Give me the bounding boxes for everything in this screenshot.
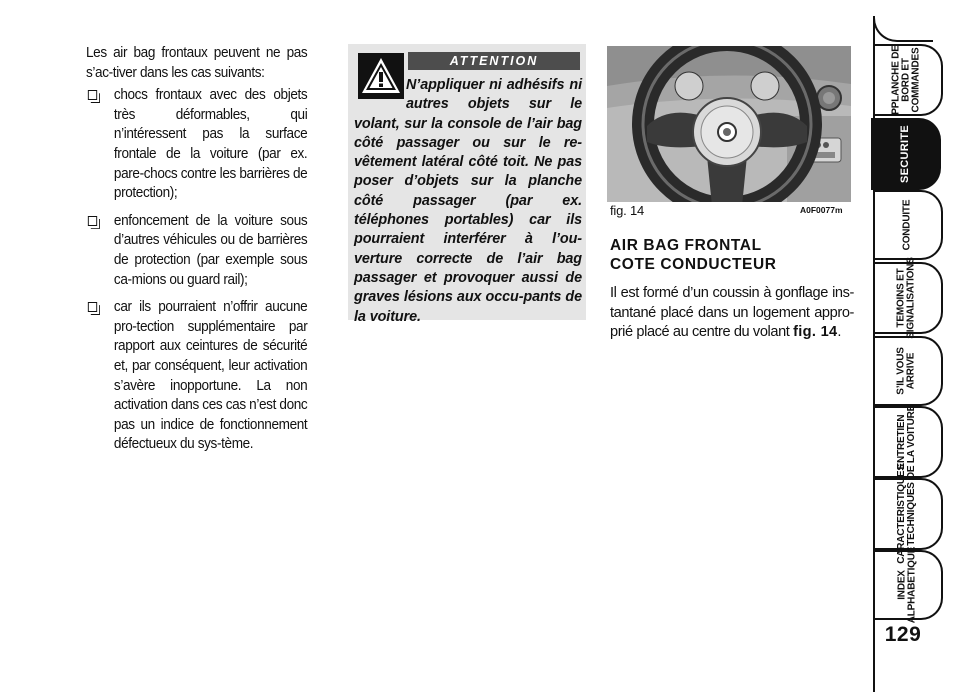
- attention-text: N’appliquer ni adhésifs ni autres objets sur le volant, sur la console de l’air bag côté passager ou sur le re-vêtement latéral côté toit. Ne pas poser d’objets sur la planche côté passager (par ex. téléphones portables) car ils pourraient interférer à l’ou-verture correcte de l’air bag passager et provoquer aussi de graves lésions aux occu-pants de la voiture.: [354, 77, 582, 325]
- steering-wheel-figure: [607, 46, 851, 202]
- list-item: car ils pourraient n’offrir aucune pro-tection supplémentaire par rapport aux ceintures de sécurité et, par conséquent, leur activation s’avère inopportune. La non activation dans ces cas n’est donc pas un indice de fonctionnement défectueux du sys-tème.: [86, 298, 307, 455]
- checkbox-bullet-icon: [88, 302, 97, 312]
- tab-securite[interactable]: SECURITE: [871, 118, 941, 190]
- tab-conduite[interactable]: CONDUITE: [873, 190, 943, 260]
- attention-box: [348, 44, 586, 325]
- figure-code: A0F0077m: [800, 205, 843, 215]
- checkbox-bullet-icon: [88, 216, 97, 226]
- tab-index[interactable]: INDEX ALPHABETIQUE: [873, 550, 943, 620]
- steering-wheel-illustration: [607, 46, 851, 202]
- tab-caracteristiques[interactable]: CARACTERISTIQUES TECHNIQUES: [873, 478, 943, 550]
- tab-entretien[interactable]: ENTRETIEN DE LA VOITURE: [873, 406, 943, 478]
- conditions-list: [86, 86, 307, 455]
- intro-paragraph: Les air bag frontaux peuvent ne pas s’ac-tiver dans les cas suivants:: [86, 45, 308, 81]
- list-item: enfoncement de la voiture sous d’autres véhicules ou de barrières de protection (par exemple sous ca-mions ou guard rail);: [86, 212, 307, 290]
- left-column: [86, 44, 307, 463]
- section-body: Il est formé d’un coussin à gonflage ins-tantané placé dans un logement appro-prié placé au centre du volant fig. 14.: [610, 285, 854, 341]
- checkbox-bullet-icon: [88, 90, 97, 100]
- figure-reference: fig. 14: [793, 324, 838, 341]
- tab-sil-vous-arrive[interactable]: S’IL VOUS ARRIVE: [873, 336, 943, 406]
- sidebar-top-curve: [873, 16, 933, 42]
- page-number: 129: [884, 623, 922, 646]
- attention-title: ATTENTION: [408, 52, 580, 70]
- section-title: AIR BAG FRONTAL COTE CONDUCTEUR: [610, 237, 777, 273]
- tab-temoins[interactable]: TEMOINS ET SIGNALISATIONS: [873, 262, 943, 334]
- list-item: chocs frontaux avec des objets très déformables, qui n’intéressent pas la surface frontale de la voiture (par ex. pare-chocs contre les barrières de protection);: [86, 86, 307, 204]
- tab-planche-de-bord[interactable]: PPLANCHE DE BORD ET COMMANDES: [873, 44, 943, 116]
- figure-caption: fig. 14: [610, 203, 645, 218]
